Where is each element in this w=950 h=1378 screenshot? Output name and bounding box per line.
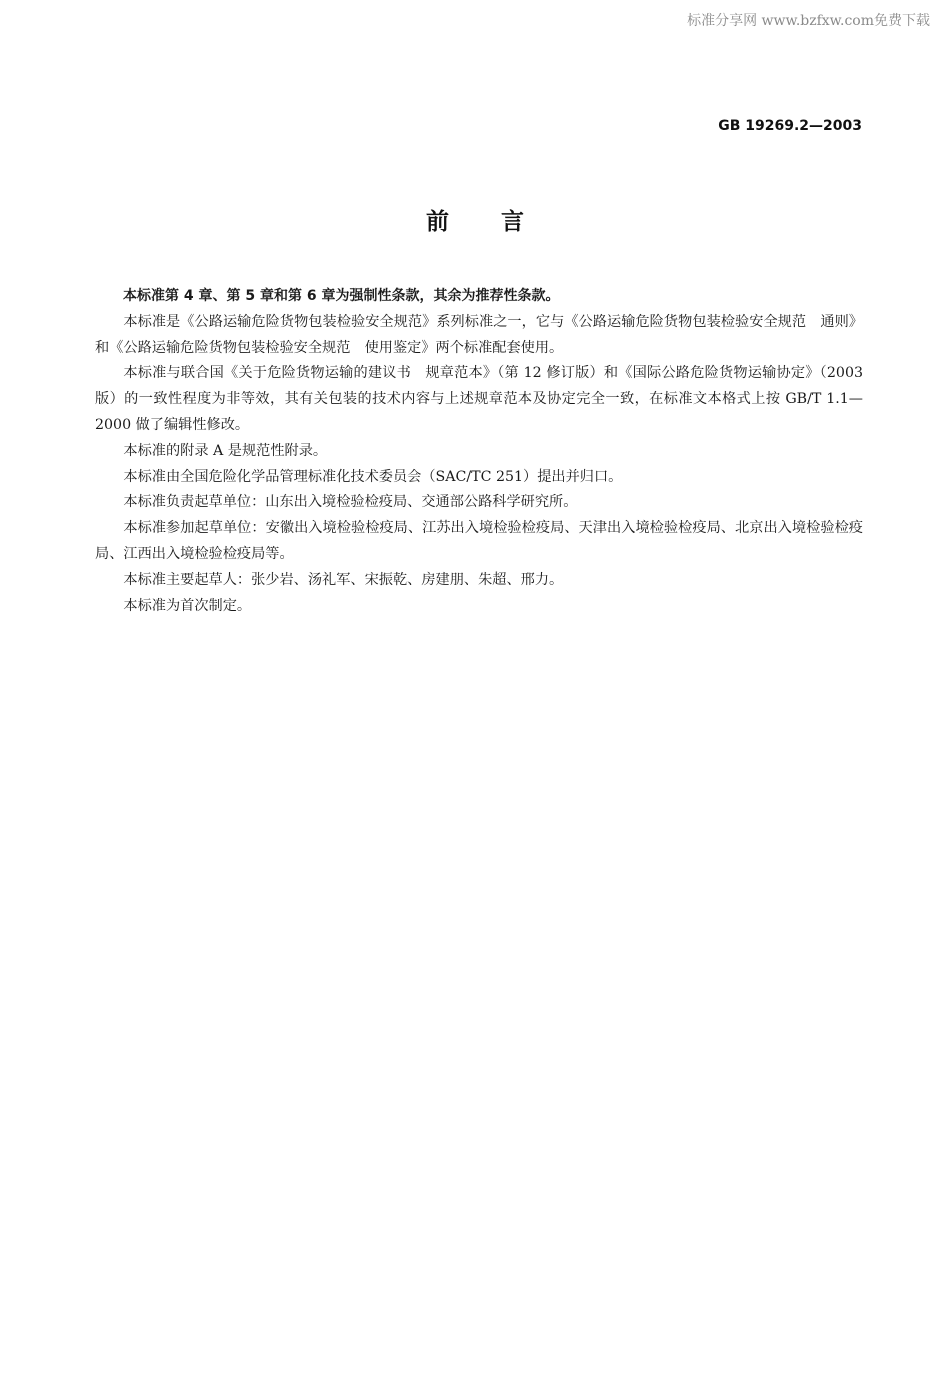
- foreword-body: [95, 284, 863, 619]
- standard-number: GB 19269.2—2003: [718, 118, 862, 134]
- watermark-text: 标准分享网 www.bzfxw.com免费下载: [687, 13, 930, 29]
- paragraph-lead-drafters: 本标准负责起草单位：山东出入境检验检疫局、交通部公路科学研究所。: [123, 494, 578, 511]
- paragraph-first-edition: 本标准为首次制定。: [123, 597, 252, 614]
- paragraph-mandatory-clauses: 本标准第 4 章、第 5 章和第 6 章为强制性条款，其余为推荐性条款。: [123, 288, 560, 304]
- paragraph-consistency: 本标准与联合国《关于危险货物运输的建议书 规章范本》（第 12 修订版）和《国际公路危险货物运输协定》（2003 版）的一致性程度为非等效，其有关包装的技术内容与上述规章范本及协定完全一致，在标准文本格式上按 GB/T 1.1—2000 做了编辑性修改。: [95, 365, 863, 433]
- paragraph-proposer: 本标准由全国危险化学品管理标准化技术委员会（SAC/TC 251）提出并归口。: [123, 468, 623, 485]
- paragraph-participating-drafters: 本标准参加起草单位：安徽出入境检验检疫局、江苏出入境检验检疫局、天津出入境检验检疫局、北京出入境检验检疫局、江西出入境检验检疫局等。: [95, 520, 863, 562]
- paragraph-annex: 本标准的附录 A 是规范性附录。: [123, 442, 328, 459]
- paragraph-series: 本标准是《公路运输危险货物包装检验安全规范》系列标准之一，它与《公路运输危险货物包装检验安全规范 通则》和《公路运输危险货物包装检验安全规范 使用鉴定》两个标准配套使用。: [95, 313, 863, 356]
- paragraph-main-drafters: 本标准主要起草人：张少岩、汤礼军、宋振乾、房建朋、朱超、邢力。: [123, 571, 564, 588]
- page-title: 前言: [426, 209, 576, 235]
